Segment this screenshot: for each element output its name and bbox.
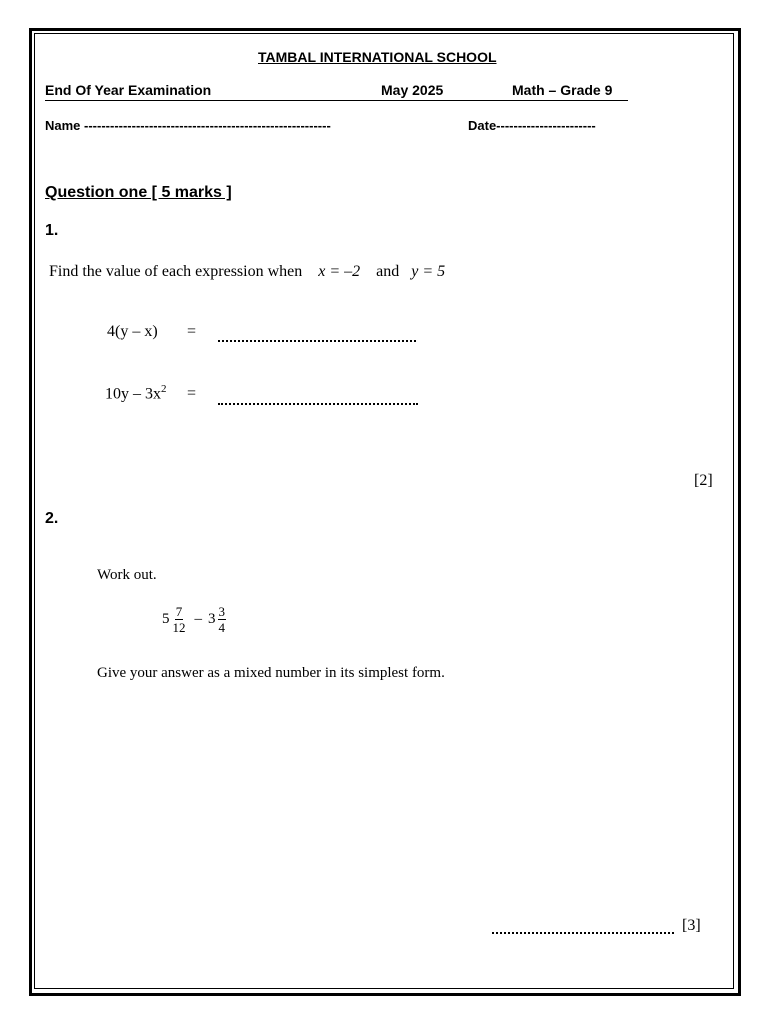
exam-title: End Of Year Examination: [45, 82, 212, 98]
exam-month: May 2025: [381, 82, 444, 98]
expression-1: 4(y – x): [107, 323, 158, 340]
instruction-text: Find the value of each expression when: [49, 263, 303, 280]
condition-x: x = –2: [318, 263, 361, 280]
name-field[interactable]: Name ---------------------------------------------------------: [45, 118, 331, 133]
answer-line-2[interactable]: [218, 403, 418, 405]
work-out-text: Work out.: [97, 567, 157, 583]
fraction-2-numerator: 3: [218, 604, 225, 619]
fraction-1: [172, 604, 187, 635]
question-1-instruction: [49, 263, 445, 281]
whole-number-2: 3: [208, 611, 216, 627]
mixed-number-expression: [162, 604, 228, 635]
answer-line-1[interactable]: [218, 340, 416, 342]
fraction-1-numerator: 7: [175, 604, 183, 619]
answer-line-3[interactable]: [492, 932, 674, 934]
date-field[interactable]: Date-----------------------: [468, 118, 596, 133]
marks-label-q2: [3]: [682, 917, 701, 934]
fraction-1-denominator: 12: [172, 620, 186, 635]
expression-2-exponent: 2: [161, 383, 167, 395]
answer-instruction: Give your answer as a mixed number in its simplest form.: [97, 665, 445, 681]
equals-sign-2: =: [187, 385, 197, 402]
and-word: and: [376, 263, 400, 280]
expression-2-main: 10y – 3x: [105, 385, 161, 403]
expression-2: [105, 383, 167, 403]
marks-label-q1: [2]: [694, 472, 713, 489]
header-underline: [45, 100, 628, 101]
page-border-inner: [34, 33, 734, 989]
minus-sign: –: [194, 611, 202, 627]
fraction-2: [218, 604, 227, 635]
exam-subject: Math – Grade 9: [512, 82, 613, 98]
question-title: Question one [ 5 marks ]: [45, 184, 232, 201]
equals-sign-1: =: [187, 323, 197, 340]
fraction-2-denominator: 4: [218, 620, 225, 635]
school-name: TAMBAL INTERNATIONAL SCHOOL: [258, 49, 497, 65]
whole-number-1: 5: [162, 611, 170, 627]
question-number-2: 2.: [45, 510, 59, 527]
condition-y: y = 5: [411, 263, 446, 280]
question-number-1: 1.: [45, 222, 59, 239]
